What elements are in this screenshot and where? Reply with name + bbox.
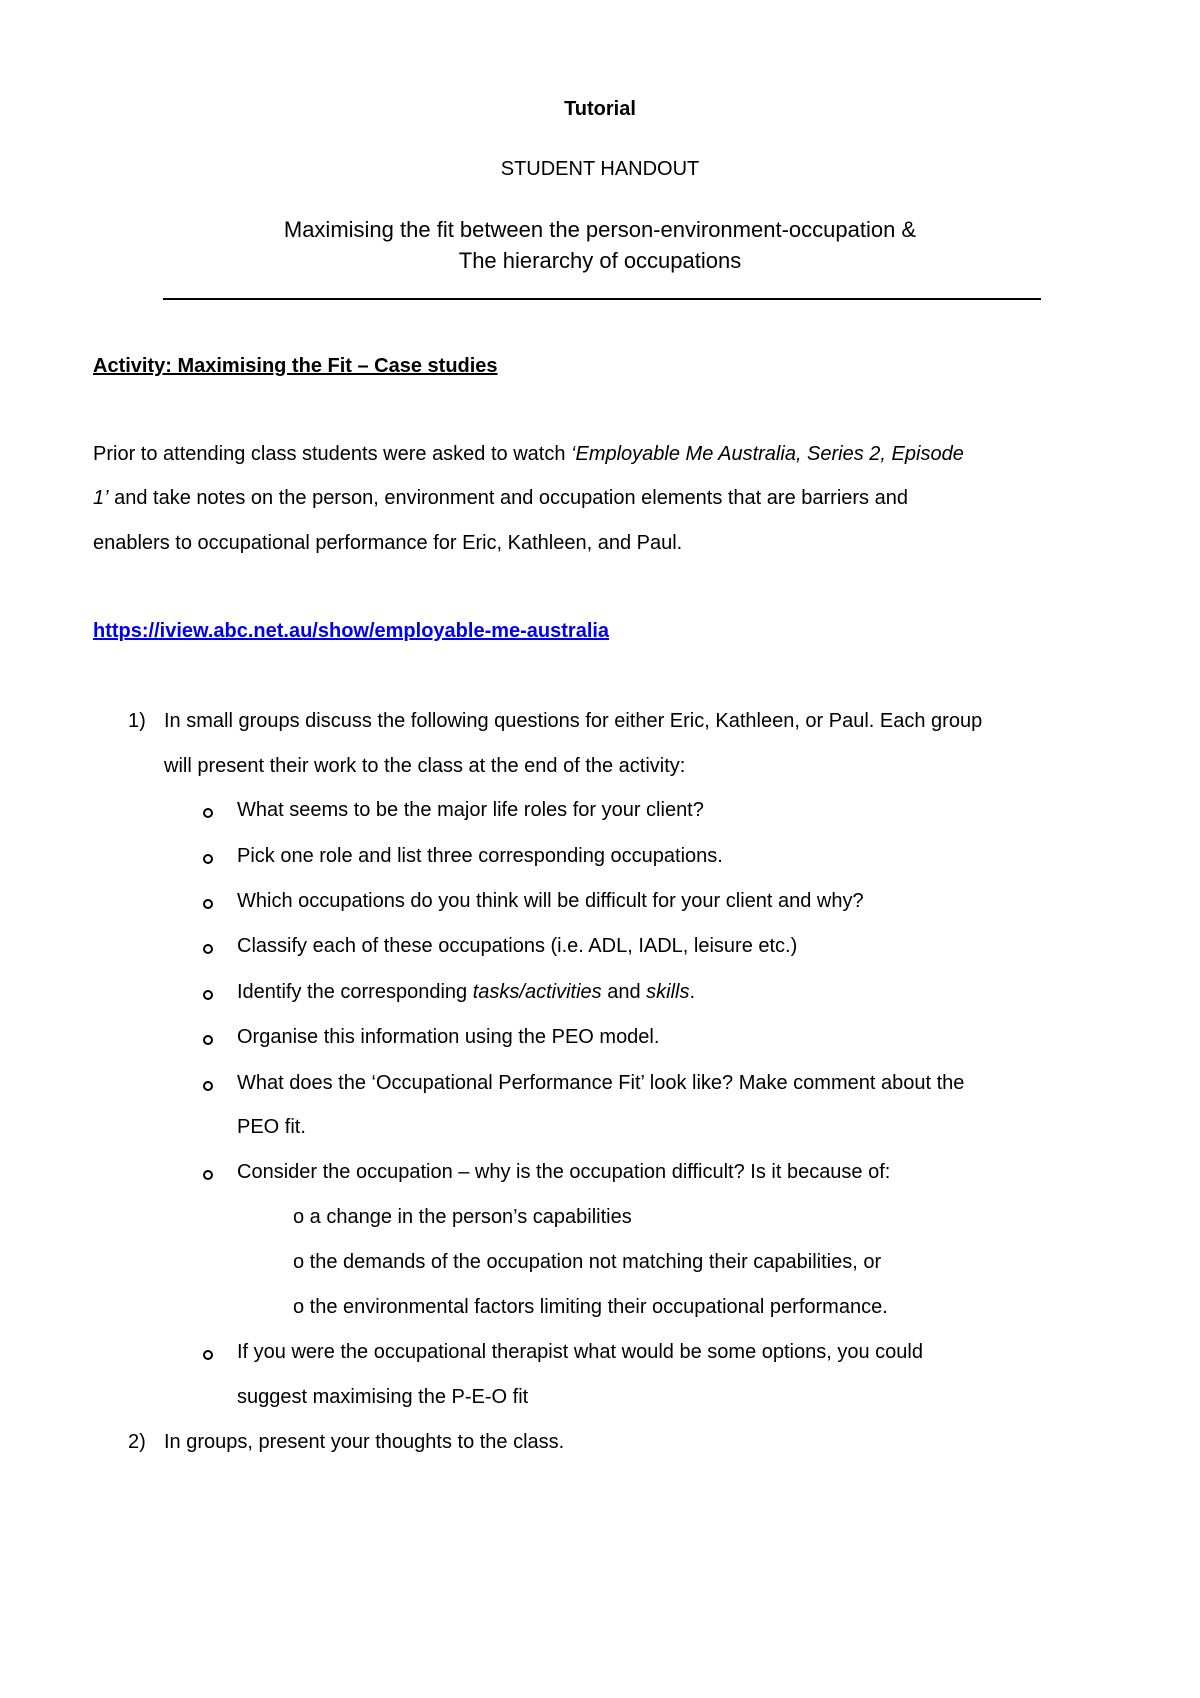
intro-line-2: [93, 487, 908, 510]
intro-line-3: enablers to occupational performance for Eric, Kathleen, and Paul.: [93, 532, 683, 554]
bullet-icon: [203, 1035, 213, 1045]
question-therapist-options-line-1: If you were the occupational therapist what would be some options, you could: [237, 1341, 923, 1363]
bullet-icon: [203, 854, 213, 864]
question-life-roles: What seems to be the major life roles for your client?: [237, 799, 704, 821]
topic-heading-line-2: The hierarchy of occupations: [458, 248, 742, 273]
activity-heading: Activity: Maximising the Fit – Case studies: [93, 355, 498, 377]
bullet-icon: [203, 899, 213, 909]
iview-link[interactable]: https://iview.abc.net.au/show/employable-me-australia: [93, 620, 610, 642]
text-segment-italic: tasks/activities: [472, 981, 602, 1003]
text-segment: and: [601, 981, 647, 1003]
text-segment: Identify the corresponding: [237, 981, 473, 1003]
bullet-icon: [203, 808, 213, 818]
episode-title: ‘Employable Me Australia, Series 2, Episode: [571, 443, 964, 465]
item-2-text: In groups, present your thoughts to the class.: [164, 1431, 565, 1453]
bullet-icon: [203, 990, 213, 1000]
page-title: Tutorial: [564, 98, 636, 120]
question-consider-occupation: Consider the occupation – why is the occupation difficult? Is it because of:: [237, 1161, 891, 1183]
bullet-icon: [203, 1350, 213, 1360]
text-segment-italic: skills: [646, 981, 690, 1003]
sub-item-capabilities: o a change in the person’s capabilities: [293, 1206, 632, 1228]
episode-number: 1’: [93, 487, 109, 509]
intro-text: and take notes on the person, environment and occupation elements that are barriers and: [108, 487, 908, 509]
sub-item-environment: o the environmental factors limiting their occupational performance.: [293, 1296, 888, 1318]
intro-line-1: [93, 443, 964, 466]
bullet-icon: [203, 1081, 213, 1091]
question-identify-tasks: [237, 981, 695, 1004]
question-therapist-options-line-2: suggest maximising the P-E-O fit: [237, 1386, 529, 1408]
horizontal-divider: [163, 298, 1041, 300]
question-classify: Classify each of these occupations (i.e. ADL, IADL, leisure etc.): [237, 935, 798, 957]
handout-subtitle: STUDENT HANDOUT: [500, 158, 700, 180]
sub-item-demands: o the demands of the occupation not matching their capabilities, or: [293, 1251, 882, 1273]
intro-text: Prior to attending class students were asked to watch: [93, 443, 572, 465]
question-performance-fit-line-1: What does the ‘Occupational Performance Fit’ look like? Make comment about the: [237, 1072, 965, 1094]
text-segment: .: [689, 981, 696, 1003]
question-performance-fit-line-2: PEO fit.: [237, 1116, 306, 1138]
bullet-icon: [203, 1170, 213, 1180]
topic-heading-line-1: Maximising the fit between the person-environment-occupation &: [283, 217, 917, 242]
question-difficult-occupations: Which occupations do you think will be difficult for your client and why?: [237, 890, 864, 912]
list-number-2: 2): [128, 1431, 146, 1453]
item-1-line-1: In small groups discuss the following questions for either Eric, Kathleen, or Paul. Each group: [164, 710, 983, 732]
question-pick-role: Pick one role and list three corresponding occupations.: [237, 845, 723, 867]
bullet-icon: [203, 944, 213, 954]
question-organise-peo: Organise this information using the PEO model.: [237, 1026, 660, 1048]
item-1-line-2: will present their work to the class at the end of the activity:: [164, 755, 686, 777]
list-number-1: 1): [128, 710, 146, 732]
